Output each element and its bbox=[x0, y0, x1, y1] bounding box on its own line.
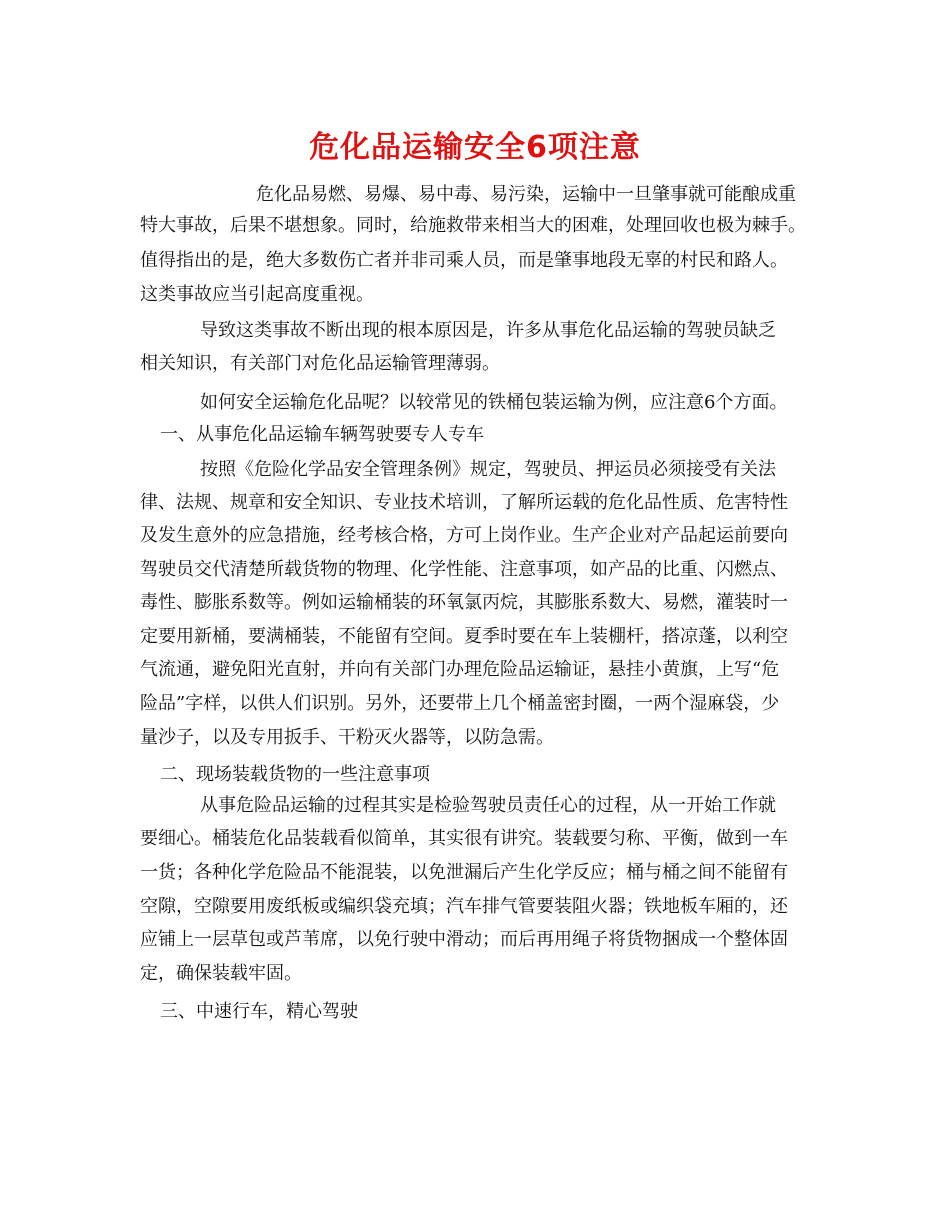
paragraph-line: 毒性、膨胀系数等。例如运输桶装的环氧氯丙烷，其膨胀系数大、易燃，灌装时一 bbox=[140, 592, 788, 613]
section-heading: 三、中速行车，精心驾驶 bbox=[160, 1001, 358, 1022]
paragraph-line: 相关知识，有关部门对危化品运输管理薄弱。 bbox=[140, 353, 500, 374]
paragraph-line: 空隙，空隙要用废纸板或编织袋充填；汽车排气管要装阻火器；铁地板车厢的，还 bbox=[140, 896, 788, 917]
paragraph-line: 一货；各种化学危险品不能混装，以免泄漏后产生化学反应；桶与桶之间不能留有 bbox=[140, 862, 788, 883]
paragraph-line: 应铺上一层草包或芦苇席，以免行驶中滑动；而后再用绳子将货物捆成一个整体固 bbox=[140, 929, 788, 950]
paragraph-line: 险品”字样，以供人们识别。另外，还要带上几个桶盖密封圈，一两个湿麻袋，少 bbox=[140, 693, 780, 714]
paragraph-line: 及发生意外的应急措施，经考核合格，方可上岗作业。生产企业对产品起运前要向 bbox=[140, 525, 788, 546]
paragraph-line: 如何安全运输危化品呢？以较常见的铁桶包装运输为例，应注意6个方面。 bbox=[200, 392, 788, 413]
paragraph-line: 驾驶员交代清楚所载货物的物理、化学性能、注意事项，如产品的比重、闪燃点、 bbox=[140, 559, 788, 580]
document-title: 危化品运输安全6项注意 bbox=[309, 130, 641, 165]
paragraph-line: 危化品易燃、易爆、易中毒、易污染，运输中一旦肇事就可能酿成重 bbox=[256, 184, 796, 205]
paragraph-line: 气流通，避免阳光直射，并向有关部门办理危险品运输证，悬挂小黄旗，上写“危 bbox=[140, 659, 780, 680]
section-heading: 一、从事危化品运输车辆驾驶要专人专车 bbox=[160, 424, 484, 445]
paragraph-line: 导致这类事故不断出现的根本原因是，许多从事危化品运输的驾驶员缺乏 bbox=[200, 320, 776, 341]
paragraph-line: 量沙子，以及专用扳手、干粉灭火器等，以防急需。 bbox=[140, 727, 554, 748]
paragraph-line: 要细心。桶装危化品装载看似简单，其实很有讲究。装载要匀称、平衡，做到一车 bbox=[140, 828, 788, 849]
paragraph-line: 定要用新桶，要满桶装，不能留有空间。夏季时要在车上装棚杆，搭凉蓬，以利空 bbox=[140, 626, 788, 647]
paragraph-line: 值得指出的是，绝大多数伤亡者并非司乘人员，而是肇事地段无辜的村民和路人。 bbox=[140, 250, 788, 271]
paragraph-line: 特大事故，后果不堪想象。同时，给施救带来相当大的困难，处理回收也极为棘手。 bbox=[140, 215, 806, 236]
paragraph-line: 律、法规、规章和安全知识、专业技术培训，了解所运载的危化品性质、危害特性 bbox=[140, 492, 788, 513]
paragraph-line: 这类事故应当引起高度重视。 bbox=[140, 284, 374, 305]
section-heading: 二、现场装载货物的一些注意事项 bbox=[160, 764, 430, 785]
paragraph-line: 从事危险品运输的过程其实是检验驾驶员责任心的过程，从一开始工作就 bbox=[200, 795, 776, 816]
paragraph-line: 按照《危险化学品安全管理条例》规定，驾驶员、押运员必须接受有关法 bbox=[200, 459, 776, 480]
paragraph-line: 定，确保装载牢固。 bbox=[140, 963, 302, 984]
